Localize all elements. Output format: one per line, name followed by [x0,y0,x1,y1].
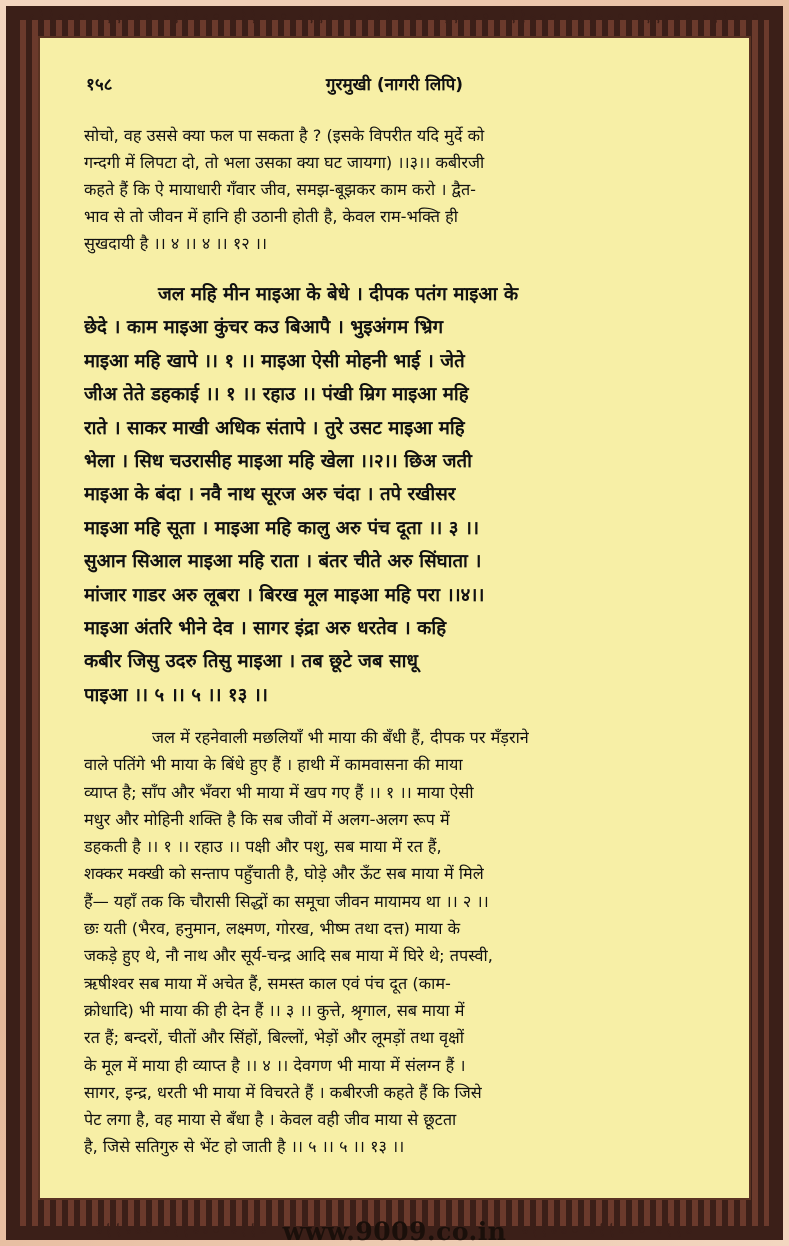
verse-line: माइआ अंतरि भीने देव । सागर इंद्रा अरु धरतेव । कहि [84,618,447,640]
verse-line: छेदे । काम माइआ कुंचर कउ बिआपै । भुइअंगम भ्रिग [84,317,444,339]
text-line: पेट लगा है, वह माया से बँधा है । केवल वही जीव माया से छूटता [84,1110,457,1130]
commentary-intro [84,122,723,257]
verse-line: माइआ महि खापे ।। १ ।। माइआ ऐसी मोहनी भाई । जेते [84,350,465,372]
top-ornament [0,6,789,28]
text-line: गन्दगी में लिपटा दो, तो भला उसका क्या घट जायगा) ।।३।। कबीरजी [84,153,485,172]
text-line: है, जिसे सतिगुरु से भेंट हो जाती है ।। ५ ।। ५ ।। १३ ।। [84,1137,405,1157]
bottom-ornament-right: ∘⌇⌇∘∘◦ ∘⌇⌇∘∘◦ ∘⌇⌇∘ [520,1220,695,1242]
verse-line: राते । साकर माखी अधिक संतापे । तुरे उसट माइआ महि [84,417,465,439]
verse-line: जल महि मीन माइआ के बेधे । दीपक पतंग माइआ के [158,284,519,305]
text-line: छः यती (भैरव, हनुमान, लक्ष्मण, गोरख, भीष्म तथा दत्त) माया के [84,919,461,939]
text-line: सोचो, वह उससे क्या फल पा सकता है ? (इसके विपरीत यदि मुर्दे को [84,126,485,145]
page-number: १५८ [86,75,113,95]
text-line: क्रोधादि) भी माया की ही देन हैं ।। ३ ।। कुत्ते, श्रृगाल, सब माया में [84,1000,465,1020]
text-line: हैं— यहाँ तक कि चौरासी सिद्धों का समूचा जीवन मायामय था ।। २ ।। [84,891,489,911]
verse-line: जीअ तेते डहकाई ।। १ ।। रहाउ ।। पंखी म्रिग माइआ महि [84,384,469,406]
text-line: जल में रहनेवाली मछलियाँ भी माया की बँधी हैं, दीपक पर मँड़राने [152,728,529,747]
verse-line: सुआन सिआल माइआ महि राता । बंतर चीते अरु सिंघाता । [84,551,482,573]
verse-line: पाइआ ।। ५ ।। ५ ।। १३ ।। [84,684,268,706]
top-ornament-pattern: ∘⌇⌇∘∘◦ ∘⌇⌇∘∘◦ ∘⌇⌇∘∘◦ ∘⌇⌇∘∘◦ ∘⌇⌇∘∘◦ ∘⌇⌇∘∘◦ ∘⌇⌇∘∘◦ ∘⌇⌇∘∘◦ ∘⌇⌇∘∘◦ ∘⌇⌇∘∘◦ ∘⌇⌇∘∘◦ [27,6,762,28]
verse-line: माइआ महि सूता । माइआ महि कालु अरु पंच दूता ।। ३ ।। [84,517,480,539]
text-line: वाले पतिंगे भी माया के बिंधे हुए हैं । हाथी में कामवासना की माया [84,755,463,775]
site-url[interactable]: www.9009.co.in [282,1220,507,1242]
text-line: भाव से तो जीवन में हानि ही उठानी होती है, केवल राम-भक्ति ही [84,207,458,226]
text-line: व्याप्त है; साँप और भँवरा भी माया में खप गए हैं ।। १ ।। माया ऐसी [84,782,474,802]
text-line: कहते हैं कि ऐ मायाधारी गँवार जीव, समझ-बूझकर काम करो । द्वैत- [84,180,477,199]
page-header [40,72,749,100]
commentary-block [84,724,723,1161]
verse-block [84,278,723,712]
verse-line: भेला । सिध चउरासीह माइआ महि खेला ।।२।। छिअ जती [84,451,472,473]
running-title: गुरमुखी (नागरी लिपि) [325,75,464,95]
text-line: सागर, इन्द्र, धरती भी माया में विचरते हैं । कबीरजी कहते हैं कि जिसे [84,1082,482,1102]
text-line: शक्कर मक्खी को सन्ताप पहुँचाती है, घोड़े और ऊँट सब माया में मिले [84,864,484,884]
text-line: मधुर और मोहिनी शक्ति है कि सब जीवों में अलग-अलग रूप में [84,809,450,829]
bottom-ornament [0,1220,789,1242]
text-line: के मूल में माया ही व्याप्त है ।। ४ ।। देवगण भी माया में संलग्न हैं । [84,1055,466,1075]
verse-line: मांजार गाडर अरु लूबरा । बिरख मूल माइआ महि परा ।।४।। [84,584,485,606]
verse-line: कबीर जिसु उदरु तिसु माइआ । तब छूटे जब साधू [84,651,418,673]
verse-line: माइआ के बंदा । नवै नाथ सूरज अरु चंदा । तपे रखीसर [84,484,456,506]
book-page [38,36,751,1200]
text-line: ऋषीश्वर सब माया में अचेत हैं, समस्त काल एवं पंच दूत (काम- [84,973,451,993]
text-line: सुखदायी है ।। ४ ।। ४ ।। १२ ।। [84,234,268,253]
bottom-ornament-left: ∘⌇⌇∘∘◦ ∘⌇⌇∘∘◦ ∘⌇⌇∘ [94,1220,269,1242]
text-line: रत हैं; बन्दरों, चीतों और सिंहों, बिल्लों, भेड़ों और लूमड़ों तथा वृक्षों [84,1028,464,1048]
text-line: जकड़े हुए थे, नौ नाथ और सूर्य-चन्द्र आदि सब माया में घिरे थे; तपस्वी, [84,946,493,966]
text-line: डहकती है ।। १ ।। रहाउ ।। पक्षी और पशु, सब माया में रत हैं, [84,837,442,857]
